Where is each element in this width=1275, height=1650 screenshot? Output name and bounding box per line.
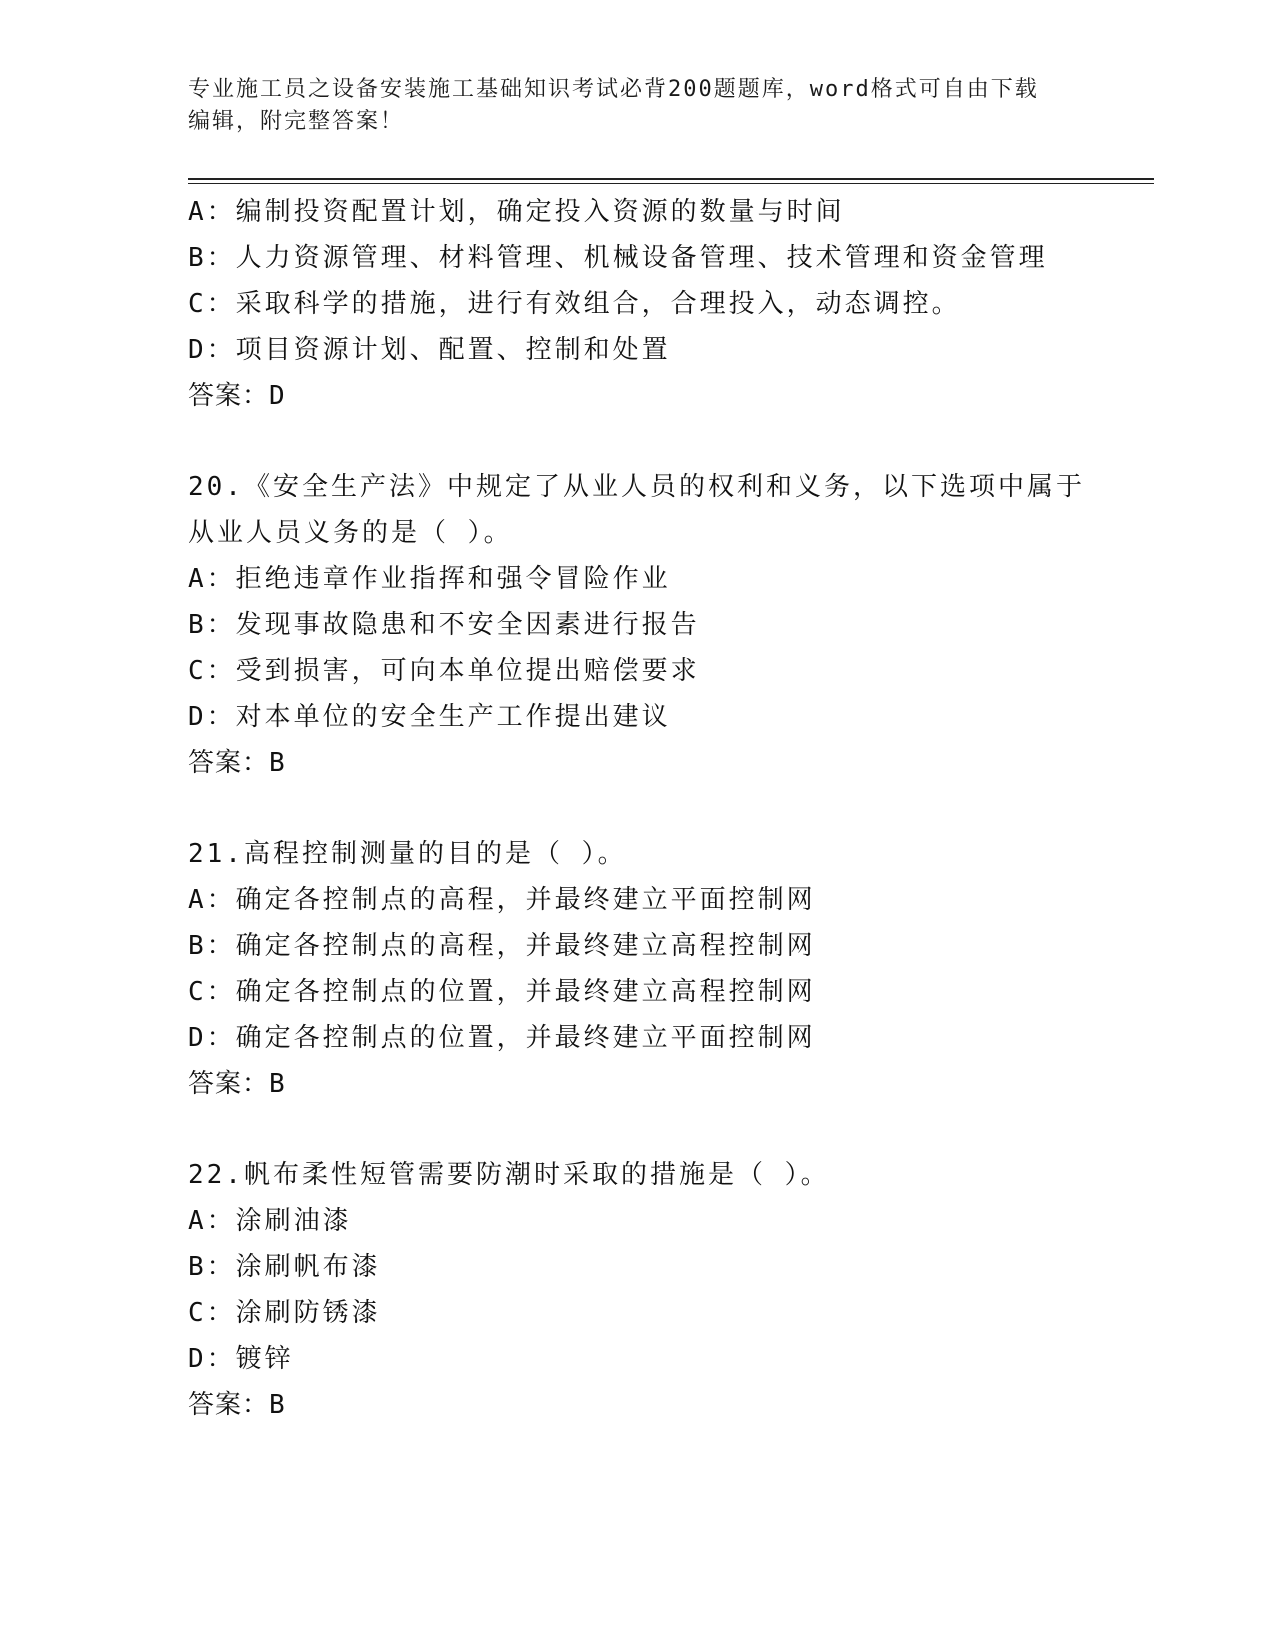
option-c: C：采取科学的措施，进行有效组合，合理投入，动态调控。: [188, 289, 961, 319]
answer: 答案：D: [188, 381, 286, 411]
spacer: [188, 1107, 1138, 1152]
option-d: D：镀锌: [188, 1344, 294, 1374]
header-divider-thin: [188, 183, 1154, 184]
question-list: [188, 189, 1138, 1428]
option-b: B：涂刷帆布漆: [188, 1252, 381, 1282]
answer: 答案：B: [188, 748, 286, 778]
option-b: B：确定各控制点的高程，并最终建立高程控制网: [188, 931, 816, 961]
question-20: [188, 464, 1138, 786]
header-title-line-2: 编辑，附完整答案！: [188, 109, 405, 134]
option-d: D：确定各控制点的位置，并最终建立平面控制网: [188, 1023, 816, 1053]
question-22: [188, 1152, 1138, 1428]
header-title-line-1: 专业施工员之设备安装施工基础知识考试必背200题题库，word格式可自由下载: [188, 77, 1039, 102]
option-a: A：涂刷油漆: [188, 1206, 352, 1236]
spacer: [188, 419, 1138, 464]
answer: 答案：B: [188, 1069, 286, 1099]
header-divider-thick: [188, 178, 1154, 180]
option-c: C：涂刷防锈漆: [188, 1298, 381, 1328]
question-21: [188, 831, 1138, 1107]
option-a: A：确定各控制点的高程，并最终建立平面控制网: [188, 885, 816, 915]
spacer: [188, 786, 1138, 831]
question-stem: 20.《安全生产法》中规定了从业人员的权利和义务，以下选项中属于: [188, 472, 1085, 502]
answer: 答案：B: [188, 1390, 286, 1420]
option-c: C：确定各控制点的位置，并最终建立高程控制网: [188, 977, 816, 1007]
option-b: B：发现事故隐患和不安全因素进行报告: [188, 610, 700, 640]
question-stem-continued: 从业人员义务的是（ ）。: [188, 518, 513, 548]
question-stem: 22.帆布柔性短管需要防潮时采取的措施是（ ）。: [188, 1160, 830, 1190]
option-c: C：受到损害，可向本单位提出赔偿要求: [188, 656, 700, 686]
question-stem: 21.高程控制测量的目的是（ ）。: [188, 839, 627, 869]
option-b: B：人力资源管理、材料管理、机械设备管理、技术管理和资金管理: [188, 243, 1048, 273]
option-d: D：项目资源计划、配置、控制和处置: [188, 335, 671, 365]
question-19: [188, 189, 1138, 419]
option-a: A：拒绝违章作业指挥和强令冒险作业: [188, 564, 671, 594]
option-d: D：对本单位的安全生产工作提出建议: [188, 702, 671, 732]
document-header: [188, 74, 1088, 138]
option-a: A：编制投资配置计划，确定投入资源的数量与时间: [188, 197, 845, 227]
